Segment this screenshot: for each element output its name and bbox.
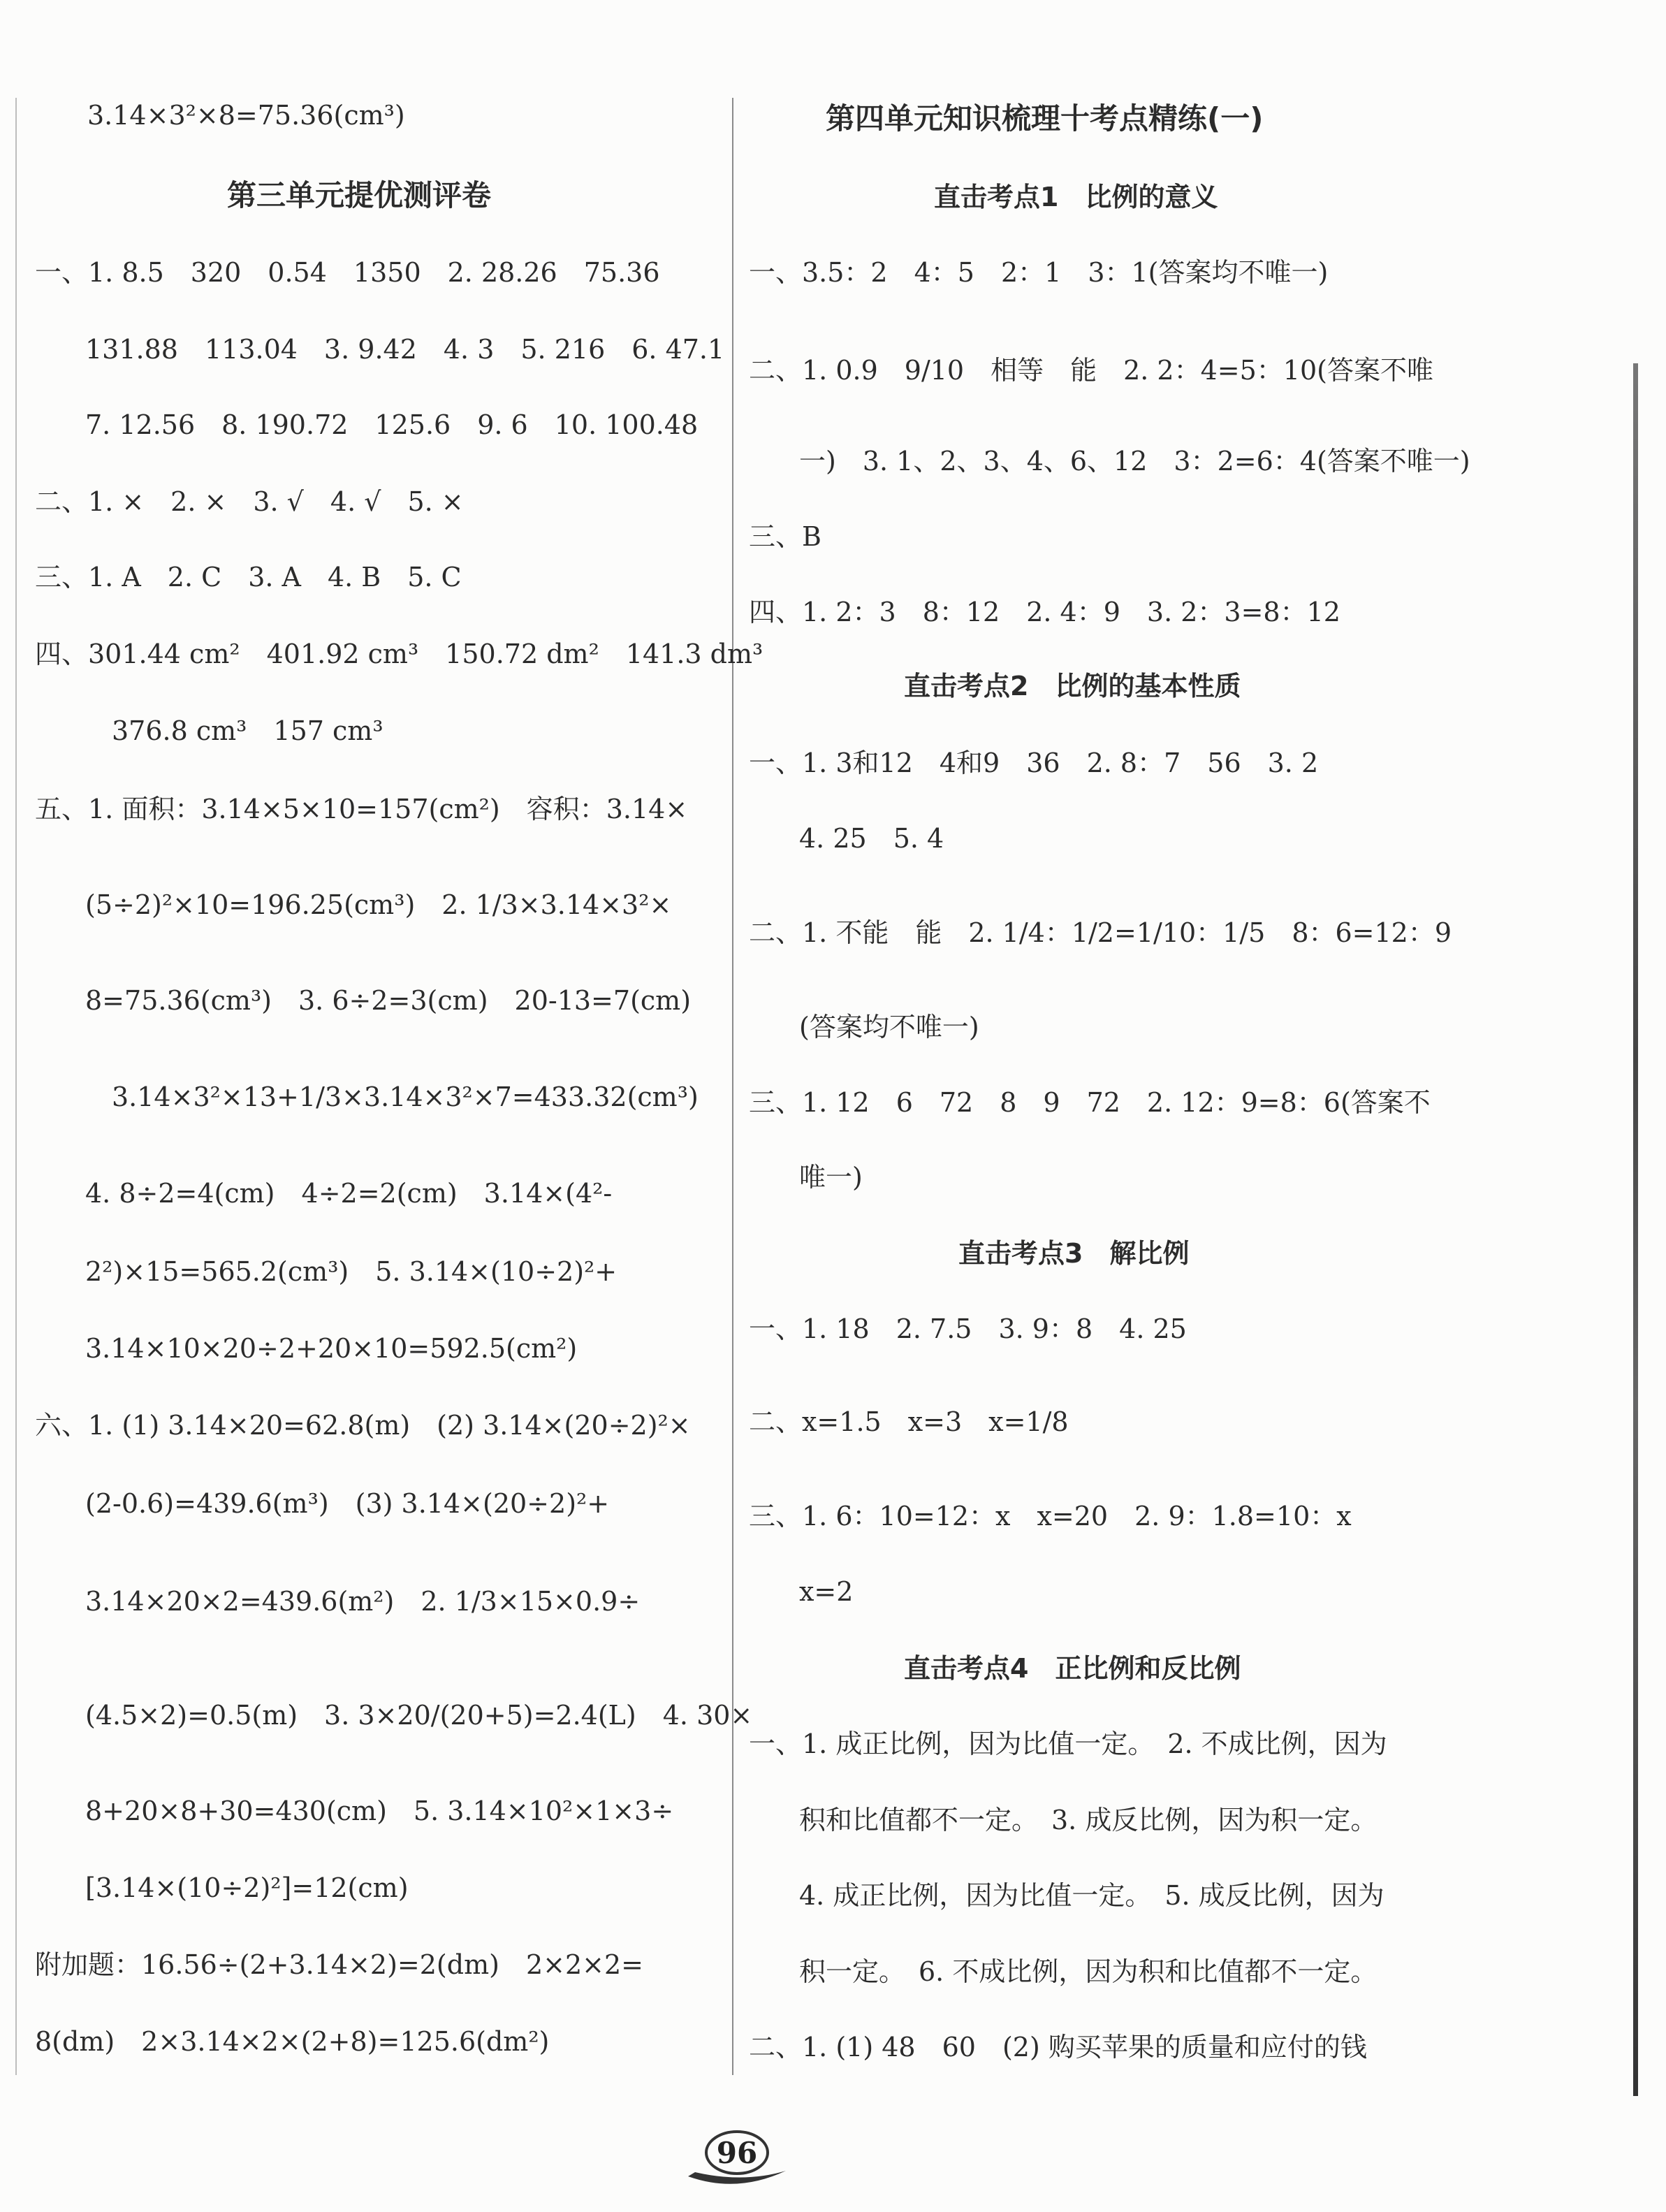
answer-line: 积一定。 6. 不成比例，因为积和比值都不一定。 [799, 1956, 1378, 1987]
answer-line: 五、1. 面积：3.14×5×10=157(cm²) 容积：3.14× [35, 794, 688, 824]
answer-line: 二、1. 0.9 9/10 相等 能 2. 2：4=5：10(答案不唯 [749, 355, 1433, 386]
answer-line: 8(dm) 2×3.14×2×(2+8)=125.6(dm²) [35, 2026, 550, 2057]
answer-line: 三、1. 6：10=12：x x=20 2. 9：1.8=10：x [749, 1501, 1352, 1531]
answer-line: 附加题：16.56÷(2+3.14×2)=2(dm) 2×2×2= [35, 1949, 643, 1980]
answer-line: 一、3.5：2 4：5 2：1 3：1(答案均不唯一) [749, 257, 1329, 288]
answer-line: 一、1. 成正比例，因为比值一定。 2. 不成比例，因为 [749, 1729, 1387, 1759]
section-subtitle: 直击考点2 比例的基本性质 [904, 671, 1241, 701]
answer-line: 四、1. 2：3 8：12 2. 4：9 3. 2：3=8：12 [749, 597, 1340, 627]
answer-line: 3.14×3²×8=75.36(cm³) [87, 100, 405, 131]
answer-line: 积和比值都不一定。 3. 成反比例，因为积一定。 [799, 1805, 1378, 1835]
answer-line: 8+20×8+30=430(cm) 5. 3.14×10²×1×3÷ [85, 1796, 674, 1826]
answer-line: 4. 成正比例，因为比值一定。 5. 成反比例，因为 [799, 1880, 1384, 1911]
answer-line: 131.88 113.04 3. 9.42 4. 3 5. 216 6. 47.1 [85, 334, 725, 365]
page-number: 96 [716, 2136, 758, 2170]
answer-line: 三、1. 12 6 72 8 9 72 2. 12：9=8：6(答案不 [749, 1087, 1431, 1118]
answer-line: (5÷2)²×10=196.25(cm³) 2. 1/3×3.14×3²× [85, 889, 672, 920]
answer-line: 2²)×15=565.2(cm³) 5. 3.14×(10÷2)²+ [85, 1256, 618, 1287]
answer-line: (答案均不唯一) [799, 1012, 979, 1042]
answer-line: 一、1. 8.5 320 0.54 1350 2. 28.26 75.36 [35, 257, 660, 288]
answer-line: 3.14×3²×13+1/3×3.14×3²×7=433.32(cm³) [112, 1082, 699, 1112]
answer-line: 376.8 cm³ 157 cm³ [112, 715, 383, 746]
section-subtitle: 直击考点4 正比例和反比例 [904, 1653, 1241, 1684]
answer-line: 一、1. 18 2. 7.5 3. 9：8 4. 25 [749, 1314, 1187, 1344]
answer-line: (2-0.6)=439.6(m³) (3) 3.14×(20÷2)²+ [85, 1488, 610, 1519]
left-page-edge [15, 98, 17, 2075]
answer-line: 8=75.36(cm³) 3. 6÷2=3(cm) 20-13=7(cm) [85, 985, 692, 1016]
answer-line: 三、B [749, 521, 821, 552]
answer-line: (4.5×2)=0.5(m) 3. 3×20/(20+5)=2.4(L) 4. 30× [85, 1700, 753, 1731]
answer-line: 4. 8÷2=4(cm) 4÷2=2(cm) 3.14×(4²- [85, 1178, 613, 1209]
answer-line: 一、1. 3和12 4和9 36 2. 8：7 56 3. 2 [749, 748, 1319, 778]
answer-line: 4. 25 5. 4 [799, 823, 944, 854]
page-number-badge [681, 2127, 793, 2190]
answer-line: 3.14×20×2=439.6(m²) 2. 1/3×15×0.9÷ [85, 1586, 641, 1617]
column-separator [732, 98, 733, 2075]
section-subtitle: 直击考点1 比例的意义 [934, 182, 1218, 212]
answer-line: 二、1. × 2. × 3. √ 4. √ 5. × [35, 486, 464, 517]
answer-line: 三、1. A 2. C 3. A 4. B 5. C [35, 562, 462, 592]
answer-line: 3.14×10×20÷2+20×10=592.5(cm²) [85, 1333, 578, 1364]
answer-line: 六、1. (1) 3.14×20=62.8(m) (2) 3.14×(20÷2)²× [35, 1410, 691, 1441]
answer-line: 二、1. (1) 48 60 (2) 购买苹果的质量和应付的钱 [749, 2032, 1367, 2062]
answer-line: 一) 3. 1、2、3、4、6、12 3：2=6：4(答案不唯一) [799, 446, 1470, 476]
answer-line: 二、1. 不能 能 2. 1/4：1/2=1/10：1/5 8：6=12：9 [749, 917, 1452, 948]
section-title: 第三单元提优测评卷 [227, 178, 492, 212]
right-page-edge [1633, 363, 1638, 2096]
answer-line: x=2 [799, 1576, 854, 1607]
answer-line: [3.14×(10÷2)²]=12(cm) [85, 1872, 409, 1903]
answer-line: 唯一) [799, 1162, 863, 1193]
section-title: 第四单元知识梳理十考点精练(一) [826, 101, 1264, 136]
section-subtitle: 直击考点3 解比例 [958, 1238, 1190, 1269]
answer-line: 四、301.44 cm² 401.92 cm³ 150.72 dm² 141.3 dm³ [35, 639, 763, 669]
answer-line: 7. 12.56 8. 190.72 125.6 9. 6 10. 100.48 [85, 409, 699, 440]
answer-line: 二、x=1.5 x=3 x=1/8 [749, 1406, 1069, 1437]
